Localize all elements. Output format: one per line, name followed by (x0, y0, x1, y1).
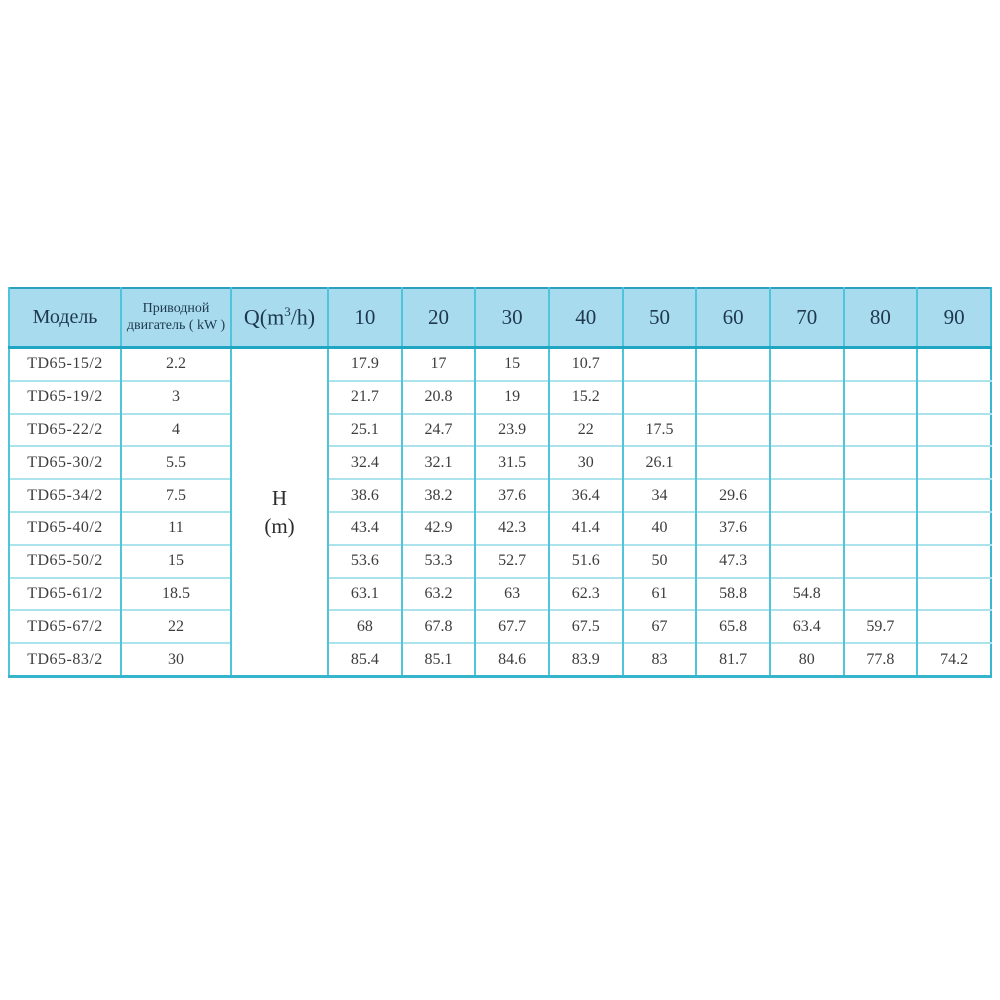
motor-header-line2: двигатель ( kW ) (126, 317, 226, 333)
head-value-cell: 63.1 (328, 578, 402, 611)
head-value-cell: 37.6 (696, 512, 770, 545)
motor-power-cell: 30 (121, 643, 231, 676)
flow-rate-column-header (231, 288, 328, 348)
head-value-cell (770, 446, 844, 479)
flow-header: 90 (917, 288, 991, 348)
motor-column-header (121, 288, 231, 348)
head-value-cell (844, 381, 918, 414)
head-value-cell (770, 348, 844, 381)
head-value-cell: 84.6 (475, 643, 549, 676)
head-value-cell: 38.6 (328, 479, 402, 512)
model-cell: TD65-67/2 (9, 610, 121, 643)
head-value-cell: 53.3 (402, 545, 476, 578)
head-value-cell: 63.4 (770, 610, 844, 643)
q-label-superscript: 3 (284, 304, 291, 320)
head-value-cell: 51.6 (549, 545, 623, 578)
head-value-cell: 29.6 (696, 479, 770, 512)
head-value-cell: 21.7 (328, 381, 402, 414)
head-value-cell: 74.2 (917, 643, 991, 676)
model-cell: TD65-40/2 (9, 512, 121, 545)
head-value-cell (696, 414, 770, 447)
model-cell: TD65-30/2 (9, 446, 121, 479)
head-value-cell (917, 381, 991, 414)
head-value-cell (623, 348, 697, 381)
table-header (9, 288, 991, 348)
table-row (9, 643, 991, 676)
head-value-cell: 32.1 (402, 446, 476, 479)
head-value-cell (770, 512, 844, 545)
head-value-cell (844, 578, 918, 611)
flow-header: 30 (475, 288, 549, 348)
head-value-cell: 31.5 (475, 446, 549, 479)
model-cell: TD65-83/2 (9, 643, 121, 676)
head-value-cell: 17 (402, 348, 476, 381)
head-value-cell (770, 479, 844, 512)
head-value-cell (696, 446, 770, 479)
motor-power-cell: 18.5 (121, 578, 231, 611)
table-row (9, 610, 991, 643)
q-label-prefix: Q(m (243, 304, 285, 330)
head-value-cell: 37.6 (475, 479, 549, 512)
flow-header: 50 (623, 288, 697, 348)
head-value-cell (844, 512, 918, 545)
head-value-cell: 53.6 (328, 545, 402, 578)
head-value-cell (917, 545, 991, 578)
motor-power-cell: 7.5 (121, 479, 231, 512)
flow-header: 70 (770, 288, 844, 348)
head-value-cell (844, 479, 918, 512)
model-cell: TD65-15/2 (9, 348, 121, 381)
head-value-cell: 47.3 (696, 545, 770, 578)
head-value-cell (844, 446, 918, 479)
head-value-cell: 20.8 (402, 381, 476, 414)
head-value-cell: 67 (623, 610, 697, 643)
head-value-cell (917, 610, 991, 643)
head-value-cell (917, 414, 991, 447)
flow-header: 80 (844, 288, 918, 348)
head-value-cell: 50 (623, 545, 697, 578)
head-value-cell: 83 (623, 643, 697, 676)
head-value-cell: 19 (475, 381, 549, 414)
model-column-header: Модель (9, 288, 121, 348)
head-value-cell: 65.8 (696, 610, 770, 643)
table-row (9, 512, 991, 545)
head-value-cell: 34 (623, 479, 697, 512)
flow-header: 40 (549, 288, 623, 348)
motor-header-line1: Приводной (142, 300, 210, 316)
head-value-cell: 54.8 (770, 578, 844, 611)
head-value-cell (770, 381, 844, 414)
head-value-cell (917, 512, 991, 545)
head-value-cell (623, 381, 697, 414)
motor-power-cell: 2.2 (121, 348, 231, 381)
flow-header: 10 (328, 288, 402, 348)
model-cell: TD65-19/2 (9, 381, 121, 414)
head-value-cell: 23.9 (475, 414, 549, 447)
head-unit-cell (231, 348, 328, 677)
table-row (9, 578, 991, 611)
head-value-cell: 61 (623, 578, 697, 611)
head-value-cell: 42.3 (475, 512, 549, 545)
head-value-cell: 63 (475, 578, 549, 611)
head-value-cell: 81.7 (696, 643, 770, 676)
table-row (9, 479, 991, 512)
head-value-cell: 77.8 (844, 643, 918, 676)
head-value-cell (844, 545, 918, 578)
head-value-cell: 41.4 (549, 512, 623, 545)
head-value-cell: 30 (549, 446, 623, 479)
motor-power-cell: 15 (121, 545, 231, 578)
q-label-suffix: /h) (290, 304, 316, 330)
motor-power-cell: 3 (121, 381, 231, 414)
motor-power-cell: 11 (121, 512, 231, 545)
head-unit-line1: H (271, 485, 288, 510)
table-row (9, 545, 991, 578)
head-value-cell: 24.7 (402, 414, 476, 447)
head-unit-line2: (m) (264, 513, 295, 538)
head-value-cell: 85.1 (402, 643, 476, 676)
head-value-cell: 40 (623, 512, 697, 545)
head-value-cell: 15 (475, 348, 549, 381)
head-value-cell: 15.2 (549, 381, 623, 414)
model-cell: TD65-22/2 (9, 414, 121, 447)
head-value-cell: 83.9 (549, 643, 623, 676)
head-value-cell (770, 545, 844, 578)
head-value-cell: 38.2 (402, 479, 476, 512)
head-value-cell: 52.7 (475, 545, 549, 578)
head-value-cell: 63.2 (402, 578, 476, 611)
head-value-cell: 36.4 (549, 479, 623, 512)
pump-spec-table (8, 287, 992, 678)
head-value-cell (917, 348, 991, 381)
table-body (9, 348, 991, 677)
head-value-cell: 42.9 (402, 512, 476, 545)
head-value-cell: 68 (328, 610, 402, 643)
motor-power-cell: 5.5 (121, 446, 231, 479)
head-value-cell (917, 479, 991, 512)
head-value-cell: 58.8 (696, 578, 770, 611)
head-value-cell: 59.7 (844, 610, 918, 643)
head-value-cell: 32.4 (328, 446, 402, 479)
head-value-cell: 10.7 (549, 348, 623, 381)
head-value-cell: 17.5 (623, 414, 697, 447)
head-value-cell: 80 (770, 643, 844, 676)
table-row (9, 414, 991, 447)
head-value-cell (696, 381, 770, 414)
head-value-cell: 17.9 (328, 348, 402, 381)
head-value-cell: 26.1 (623, 446, 697, 479)
head-value-cell: 67.8 (402, 610, 476, 643)
table-row (9, 446, 991, 479)
head-value-cell: 62.3 (549, 578, 623, 611)
head-value-cell: 67.5 (549, 610, 623, 643)
header-row (9, 288, 991, 348)
head-value-cell: 25.1 (328, 414, 402, 447)
model-cell: TD65-50/2 (9, 545, 121, 578)
motor-power-cell: 4 (121, 414, 231, 447)
flow-header: 60 (696, 288, 770, 348)
model-cell: TD65-61/2 (9, 578, 121, 611)
table-row (9, 348, 991, 381)
head-value-cell (844, 348, 918, 381)
head-value-cell (844, 414, 918, 447)
head-value-cell (917, 578, 991, 611)
model-cell: TD65-34/2 (9, 479, 121, 512)
head-value-cell (770, 414, 844, 447)
head-value-cell: 85.4 (328, 643, 402, 676)
head-value-cell: 22 (549, 414, 623, 447)
motor-power-cell: 22 (121, 610, 231, 643)
flow-header: 20 (402, 288, 476, 348)
head-value-cell: 43.4 (328, 512, 402, 545)
head-value-cell (696, 348, 770, 381)
head-value-cell (917, 446, 991, 479)
table-row (9, 381, 991, 414)
head-value-cell: 67.7 (475, 610, 549, 643)
